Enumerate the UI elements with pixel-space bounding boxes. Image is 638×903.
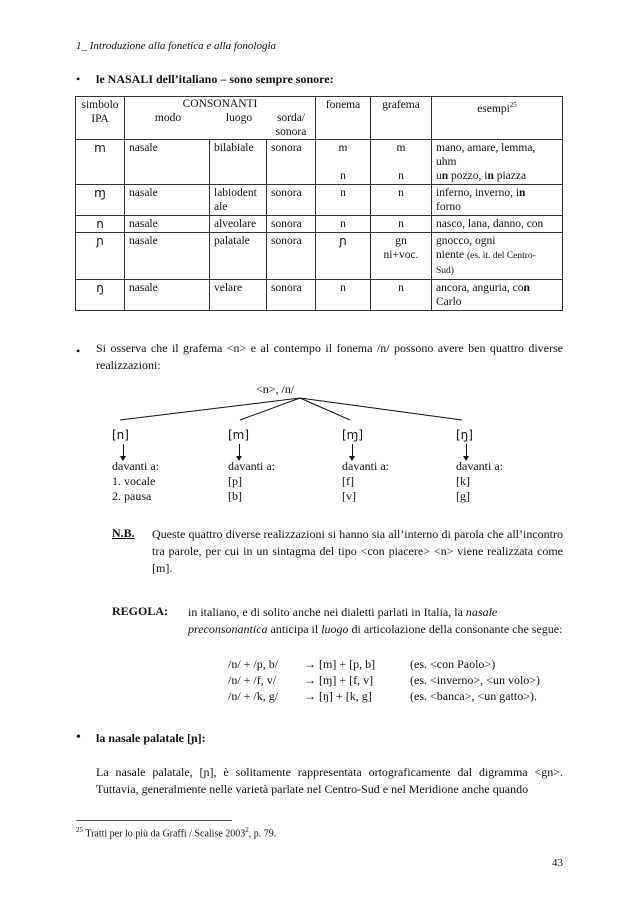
th-fonema: fonema bbox=[316, 97, 371, 140]
rule-row-1: /n/ + /p, b/ → [m] + [p, b] (es. <con Paolo>) bbox=[228, 657, 496, 671]
nb-label: N.B. bbox=[112, 526, 135, 540]
arrowhead-icon bbox=[349, 456, 355, 461]
tree-root-label: <n>, /n/ bbox=[256, 382, 295, 396]
bullet-marker: • bbox=[76, 730, 81, 745]
running-header: 1_ Introduzione alla fonetica e alla fonologia bbox=[76, 40, 277, 52]
nb-text: Queste quattro diverse realizzazioni si hanno sia all’interno di parola che all’incontro tra parole, per cui in un sintagma del tipo <con piacere> <n> viene realizzata come [m]. bbox=[152, 527, 563, 575]
realization-m: [m] davanti a: [p] [b] bbox=[228, 428, 275, 503]
page-number: 43 bbox=[552, 857, 563, 869]
th-grafema: grafema bbox=[371, 97, 432, 140]
table-row: m nasale bilabiale sonora m n m n mano, amare, lemma, uhm un pozzo, in piazza bbox=[76, 140, 563, 185]
arrowhead-icon bbox=[236, 456, 242, 461]
realization-velar: [ŋ] davanti a: [k] [g] bbox=[456, 428, 503, 503]
th-simbolo: simbolo IPA bbox=[76, 97, 125, 140]
paragraph-realizations: Si osserva che il grafema <n> e al contempo il fonema /n/ possono avere ben quattro diverse realizzazioni: bbox=[96, 341, 563, 372]
footnote-divider bbox=[76, 820, 232, 821]
rule-row-2: /n/ + /f, v/ → [ɱ] + [f, v] (es. <inverno>, <un volo>) bbox=[228, 673, 541, 687]
th-esempi: esempi$^{25}$ bbox=[432, 97, 563, 140]
regola-label: REGOLA: bbox=[112, 604, 169, 618]
bullet-marker: • bbox=[76, 72, 81, 86]
table-row: ɱ nasale labiodent ale sonora n n inferno, inverno, in forno bbox=[76, 185, 563, 216]
table-row: ŋ nasale velare sonora n n ancora, anguria, con Carlo bbox=[76, 280, 563, 311]
section-heading-nasals: le NASALI dell’italiano – sono sempre sonore: bbox=[96, 72, 334, 86]
th-consonanti: CONSONANTI modo luogo sorda/ sonora bbox=[125, 97, 316, 140]
bullet-marker: • bbox=[76, 344, 81, 358]
section-heading-palatal: la nasale palatale [ɲ]: bbox=[96, 731, 206, 745]
tree-branches bbox=[110, 396, 480, 426]
table-row: n nasale alveolare sonora n n nasco, lana, danno, con bbox=[76, 216, 563, 233]
rule-row-3: /n/ + /k, g/ → [ŋ] + [k, g] (es. <banca>, <un gatto>). bbox=[228, 689, 538, 703]
arrowhead-icon bbox=[120, 456, 126, 461]
realization-n: [n] davanti a: 1. vocale 2. pausa bbox=[112, 428, 159, 503]
table-row: ɲ nasale palatale sonora ɲ gn ni+voc. gnocco, ogni niente (es. it. del Centro- Sud) bbox=[76, 233, 563, 280]
realization-labiodental: [ɱ] davanti a: [f] [v] bbox=[342, 428, 389, 503]
footnote: $^{25}$ Tratti per lo più da Graffi / Scalise 2003$^2$, p. 79. bbox=[76, 826, 277, 840]
nasals-table bbox=[75, 96, 563, 311]
arrowhead-icon bbox=[463, 456, 469, 461]
regola-text: in italiano, e di solito anche nei dialetti parlati in Italia, la nasale preconsonantica anticipa il luogo di articolazione della consonante che segue: bbox=[188, 605, 563, 636]
paragraph-palatal: La nasale palatale, [ɲ], è solitamente rappresentata ortograficamente dal digramma <gn>. Tuttavia, generalmente nelle varietà parlate nel Centro-Sud e nel Meridione anche quando bbox=[96, 765, 563, 796]
